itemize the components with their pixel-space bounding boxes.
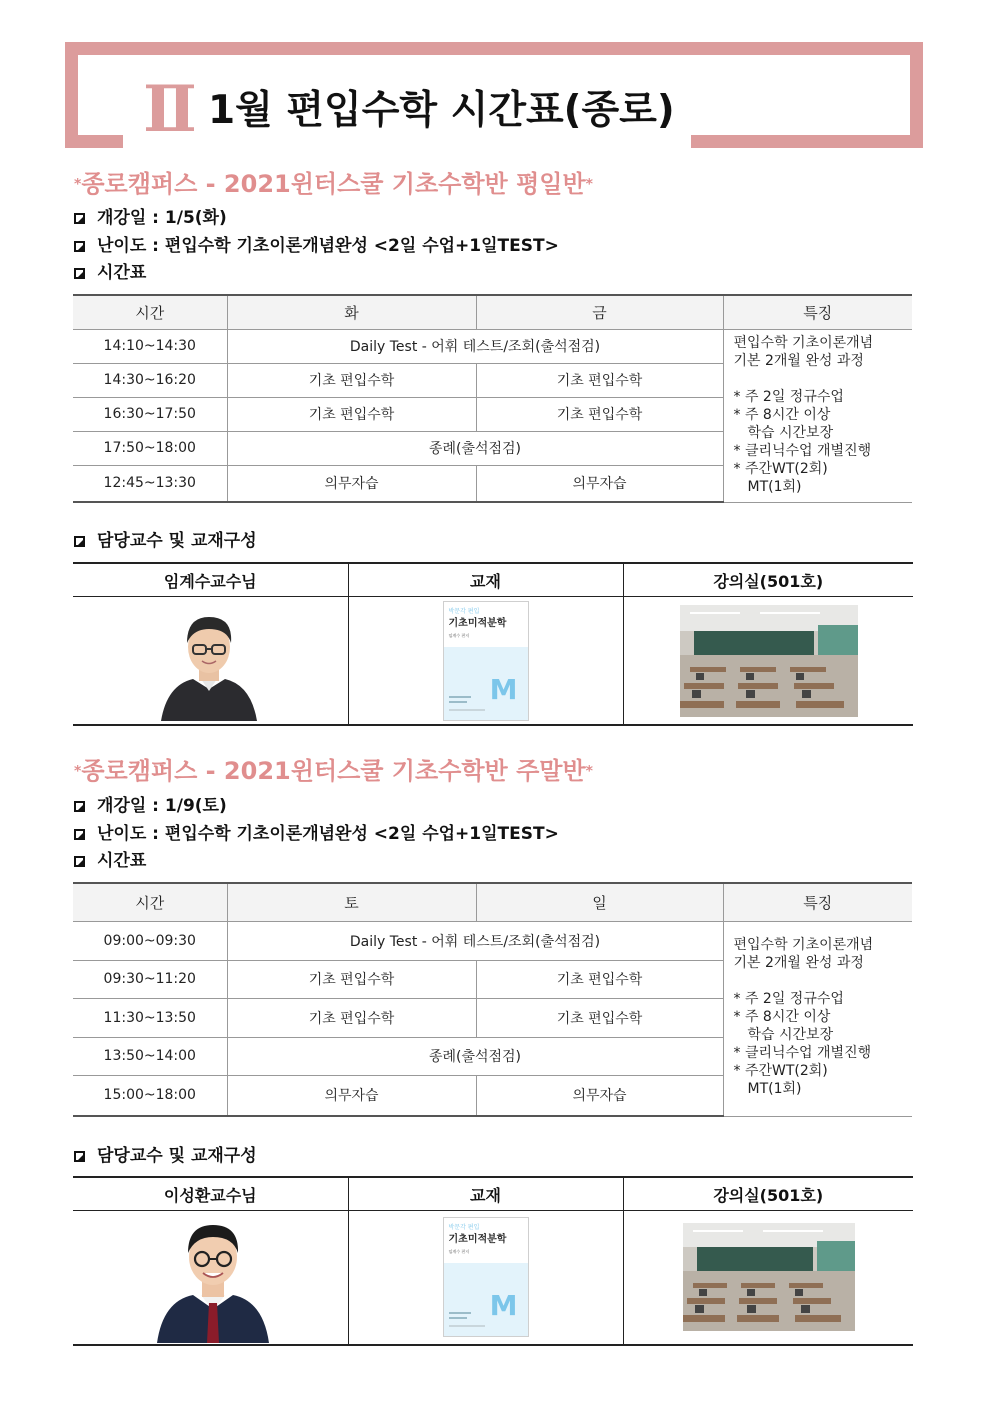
time-cell: 09:00~09:30 bbox=[73, 921, 227, 960]
table-row bbox=[73, 329, 912, 363]
class-cell: 의무자습 bbox=[476, 1075, 723, 1116]
bullet-marker-icon bbox=[74, 856, 85, 867]
column-header: 특징 bbox=[723, 883, 912, 921]
textbook-header: 교재 bbox=[348, 1177, 623, 1211]
bullet-marker-icon bbox=[74, 536, 85, 547]
time-cell: 13:50~14:00 bbox=[73, 1037, 227, 1075]
classroom-photo bbox=[683, 1223, 855, 1331]
textbook-cell bbox=[348, 1211, 623, 1345]
textbook-cell bbox=[348, 597, 623, 725]
class-cell: 의무자습 bbox=[476, 465, 723, 502]
staff-label: 담당교수 및 교재구성 bbox=[74, 1146, 257, 1166]
column-header: 시간 bbox=[73, 295, 227, 329]
textbook-cover: 박문각 편입 기초미적분학 임계수 편저 M bbox=[443, 1217, 529, 1337]
chapter-numeral: Ⅱ bbox=[143, 72, 195, 147]
merged-cell: 종례(출석점검) bbox=[227, 1037, 723, 1075]
merged-cell: 종례(출석점검) bbox=[227, 431, 723, 465]
column-header: 특징 bbox=[723, 295, 912, 329]
class-cell: 의무자습 bbox=[227, 1075, 476, 1116]
bullet-marker-icon bbox=[74, 1151, 85, 1162]
time-cell: 11:30~13:50 bbox=[73, 998, 227, 1037]
class-cell: 기초 편입수학 bbox=[476, 998, 723, 1037]
professor-photo bbox=[151, 1217, 275, 1343]
class-cell: 기초 편입수학 bbox=[476, 363, 723, 397]
difficulty: 난이도 : 편입수학 기초이론개념완성 <2일 수업+1일TEST> bbox=[74, 236, 559, 256]
class-cell: 기초 편입수학 bbox=[227, 363, 476, 397]
bullet-marker-icon bbox=[74, 801, 85, 812]
textbook-header: 교재 bbox=[348, 563, 623, 597]
class-cell: 기초 편입수학 bbox=[476, 960, 723, 998]
staff-label: 담당교수 및 교재구성 bbox=[74, 531, 257, 551]
column-header: 토 bbox=[227, 883, 476, 921]
features-cell: 편입수학 기초이론개념 기본 2개월 완성 과정 * 주 2일 정규수업 * 주 8시간 이상 학습 시간보장 * 클리닉수업 개별진행 * 주간WT(2회) MT(1회) bbox=[723, 921, 912, 1116]
classroom-photo bbox=[680, 605, 858, 717]
merged-cell: Daily Test - 어휘 테스트/조회(출석점검) bbox=[227, 329, 723, 363]
opening-date: 개강일 : 1/9(토) bbox=[74, 796, 227, 816]
opening-date: 개강일 : 1/5(화) bbox=[74, 208, 227, 228]
column-header: 화 bbox=[227, 295, 476, 329]
time-cell: 12:45~13:30 bbox=[73, 465, 227, 502]
professor-photo bbox=[153, 609, 265, 721]
classroom-header: 강의실(501호) bbox=[623, 563, 913, 597]
schedule-label: 시간표 bbox=[74, 263, 146, 283]
staff-table bbox=[73, 562, 913, 726]
merged-cell: Daily Test - 어휘 테스트/조회(출석점검) bbox=[227, 921, 723, 960]
professor-name: 이성환교수님 bbox=[73, 1177, 348, 1211]
table-row bbox=[73, 921, 912, 960]
bullet-marker-icon bbox=[74, 241, 85, 252]
schedule-label: 시간표 bbox=[74, 851, 146, 871]
column-header: 시간 bbox=[73, 883, 227, 921]
class-cell: 의무자습 bbox=[227, 465, 476, 502]
column-header: 일 bbox=[476, 883, 723, 921]
class-cell: 기초 편입수학 bbox=[227, 960, 476, 998]
column-header: 금 bbox=[476, 295, 723, 329]
textbook-cover: 박문각 편입 기초미적분학 임계수 편저 M bbox=[443, 601, 529, 721]
classroom-header: 강의실(501호) bbox=[623, 1177, 913, 1211]
class-cell: 기초 편입수학 bbox=[476, 397, 723, 431]
section-title-weekend: *종로캠퍼스 - 2021윈터스쿨 기초수학반 주말반* bbox=[74, 757, 593, 785]
schedule-table bbox=[73, 882, 912, 1117]
time-cell: 09:30~11:20 bbox=[73, 960, 227, 998]
bullet-marker-icon bbox=[74, 829, 85, 840]
bullet-marker-icon bbox=[74, 213, 85, 224]
professor-name: 임계수교수님 bbox=[73, 563, 348, 597]
page-title: 1월 편입수학 시간표(종로) bbox=[208, 88, 675, 133]
bullet-marker-icon bbox=[74, 268, 85, 279]
difficulty: 난이도 : 편입수학 기초이론개념완성 <2일 수업+1일TEST> bbox=[74, 824, 559, 844]
time-cell: 14:10~14:30 bbox=[73, 329, 227, 363]
time-cell: 14:30~16:20 bbox=[73, 363, 227, 397]
classroom-cell bbox=[623, 597, 913, 725]
schedule-table bbox=[73, 294, 912, 503]
section-title-weekday: *종로캠퍼스 - 2021윈터스쿨 기초수학반 평일반* bbox=[74, 170, 593, 198]
time-cell: 17:50~18:00 bbox=[73, 431, 227, 465]
time-cell: 16:30~17:50 bbox=[73, 397, 227, 431]
classroom-cell bbox=[623, 1211, 913, 1345]
professor-photo-cell bbox=[73, 1211, 348, 1345]
features-cell: 편입수학 기초이론개념 기본 2개월 완성 과정 * 주 2일 정규수업 * 주 8시간 이상 학습 시간보장 * 클리닉수업 개별진행 * 주간WT(2회) MT(1회) bbox=[723, 329, 912, 502]
time-cell: 15:00~18:00 bbox=[73, 1075, 227, 1116]
professor-photo-cell bbox=[73, 597, 348, 725]
staff-table bbox=[73, 1176, 913, 1346]
class-cell: 기초 편입수학 bbox=[227, 998, 476, 1037]
class-cell: 기초 편입수학 bbox=[227, 397, 476, 431]
